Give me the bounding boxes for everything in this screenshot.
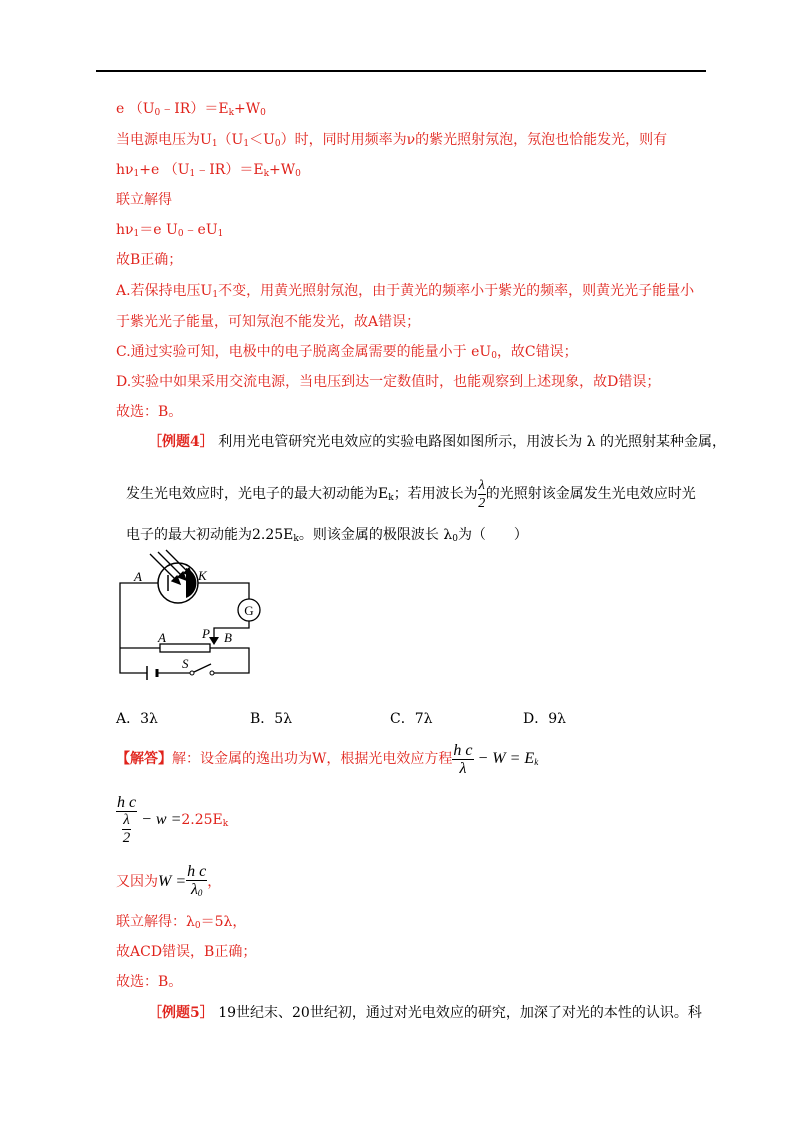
solution-line-7: A.若保持电压$U_1$不变，用黄光照射氖泡，由于黄光的频率小于紫光的频率，则黄光光子能量小 — [116, 283, 695, 300]
solution-line-10: D.实验中如果采用交流电源，当电压到达一定数值时，也能观察到上述现象，故D错误； — [116, 374, 661, 390]
label-a-tube: A — [134, 569, 142, 584]
solution-line-9: C.通过实验可知，电极中的电子脱离金属需要的能量小于 $eU_0$，故C错误； — [116, 344, 578, 361]
answer-line-3: 又因为W = $\frac{\text{h c}}{\lambda_0}$ ， — [116, 862, 221, 902]
hc-over-lambda-half: $\frac{\text{h c}}{\frac{\lambda}{2}}$ — [117, 793, 137, 846]
label-p: P — [202, 626, 210, 641]
switch-s — [194, 664, 211, 672]
solution-line-4: 联立解得 — [116, 192, 172, 208]
label-k: K — [198, 568, 207, 583]
label-a-rheostat: A — [158, 630, 166, 645]
answer-equation-2: $\frac{\text{h c}}{\frac{\lambda}{2}}$ − $w =2.25E_k$ — [117, 793, 229, 846]
example4-line-3: 电子的最大初动能为$2.25E_k$。则该金属的极限波长 $\lambda_0$为（ ） — [126, 527, 528, 544]
example4-line-1: ［例题4］ 利用光电管研究光电效应的实验电路图如图所示，用波长为 λ 的光照射某种金属， — [148, 434, 726, 450]
solution-line-8: 于紫光光子能量，可知氖泡不能发光，故A错误； — [116, 314, 421, 330]
header-rule — [96, 70, 706, 72]
option-a[interactable]: A．3λ — [116, 711, 158, 727]
rheostat — [160, 644, 210, 652]
equation-line-1: e $(U_0﹣IR)=E_k+W_0$ — [116, 101, 266, 118]
label-g: G — [244, 603, 254, 618]
solution-line-2: 当电源电压为$U_1(U_1<U_0)$时，同时用频率为ν的紫光照射氖泡，氖泡也恰能发光，则有 — [116, 132, 668, 149]
option-c[interactable]: C．7λ — [390, 711, 433, 727]
switch-contact-right — [210, 671, 214, 675]
lambda-half-fraction: $\frac{\lambda}{2}$ — [478, 477, 486, 511]
hc-over-lambda: $\frac{\text{h c}}{\lambda}$ — [453, 741, 473, 777]
answer-line-1: 【解答】解：设金属的逸出功为W，根据光电效应方程 $\frac{\text{h c}}{\lambda}$ − $W = E_k$ — [116, 741, 539, 777]
switch-contact-left — [190, 671, 194, 675]
incident-light-arrows — [150, 550, 192, 584]
hc-over-lambda0: $\frac{\text{h c}}{\lambda_0}$ — [187, 862, 207, 898]
answer-line-6: 故选：B。 — [116, 974, 183, 990]
option-d[interactable]: D．9λ — [523, 711, 567, 727]
solution-line-6: 故B正确； — [116, 252, 183, 268]
equation-line-3: $h\nu_1+e$ $(U_1﹣IR)=E_k+W_0$ — [116, 162, 301, 179]
solution-line-11: 故选：B。 — [116, 404, 183, 420]
label-b: B — [224, 630, 232, 645]
option-b[interactable]: B．5λ — [250, 711, 293, 727]
answer-line-5: 故ACD错误，B正确； — [116, 944, 257, 960]
example5-line-1: ［例题5］ 19世纪末、20世纪初，通过对光电效应的研究，加深了对光的本性的认识。科 — [148, 1005, 702, 1021]
label-s: S — [182, 656, 189, 671]
equation-line-5: $h\nu_1=e$ $U_0﹣eU_1$ — [116, 222, 224, 239]
answer-line-4: 联立解得：$\lambda_0=5\lambda$， — [116, 914, 247, 931]
example4-line-2: 发生光电效应时，光电子的最大初动能为$E_k$；若用波长为 $\frac{\lambda}{2}$ 的光照射该金属发生光电效应时光 — [126, 477, 696, 511]
photoelectric-circuit-figure — [112, 548, 262, 688]
